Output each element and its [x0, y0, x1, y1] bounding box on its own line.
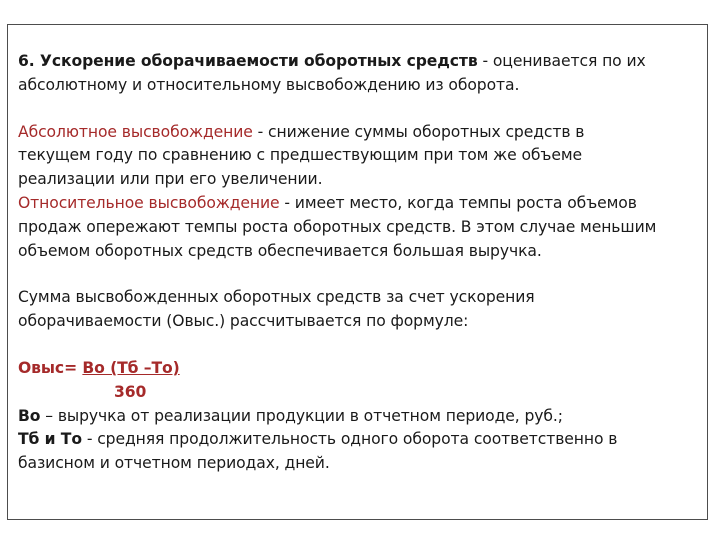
formula-denominator: 360: [114, 382, 147, 401]
p1-line2: абсолютному и относительному высвобождению из оборота.: [18, 75, 520, 94]
def-t-text: - средняя продолжительность одного оборота соответственно в: [81, 430, 618, 449]
p3-term: Относительное высвобождение: [18, 193, 280, 212]
spacer: [18, 263, 698, 286]
p3-line1: [18, 192, 698, 216]
p2-line3: реализации или при его увеличении.: [18, 170, 323, 189]
def-bo-term: Во: [18, 406, 41, 425]
formula-lhs: Овыс=: [18, 358, 83, 377]
p3-line2: продаж опережают темпы роста оборотных средств. В этом случае меньшим: [18, 217, 657, 236]
p3-line3: объемом оборотных средств обеспечивается большая выручка.: [18, 241, 542, 260]
def-t-line2: базисном и отчетном периодах, дней.: [18, 454, 330, 473]
p1-line1: [18, 50, 698, 74]
spacer: [18, 334, 698, 357]
p2-tail: - снижение суммы оборотных средств в: [252, 122, 585, 141]
def-bo: [18, 405, 698, 429]
p1-heading: 6. Ускорение оборачиваемости оборотных средств: [18, 52, 478, 70]
p1-tail: - оценивается по их: [477, 52, 646, 70]
formula-line2: [18, 381, 698, 405]
p2-line2: текущем году по сравнению с предшествующим при том же объеме: [18, 146, 583, 165]
def-bo-text: – выручка от реализации продукции в отчетном периоде, руб.;: [40, 406, 563, 425]
def-t: [18, 428, 698, 452]
p2-line1: [18, 121, 698, 145]
p4-line1: Сумма высвобожденных оборотных средств за счет ускорения: [18, 288, 535, 307]
spacer: [18, 98, 698, 121]
p3-tail: - имеет место, когда темпы роста объемов: [279, 193, 637, 212]
formula-numerator: Во (Тб –То): [82, 358, 180, 377]
slide-content: [18, 50, 698, 476]
def-t-term: Тб и То: [18, 430, 82, 449]
p4-line2: оборачиваемости (Овыс.) рассчитывается по формуле:: [18, 312, 469, 331]
p2-term: Абсолютное высвобождение: [18, 122, 253, 141]
formula-line1: [18, 357, 698, 381]
